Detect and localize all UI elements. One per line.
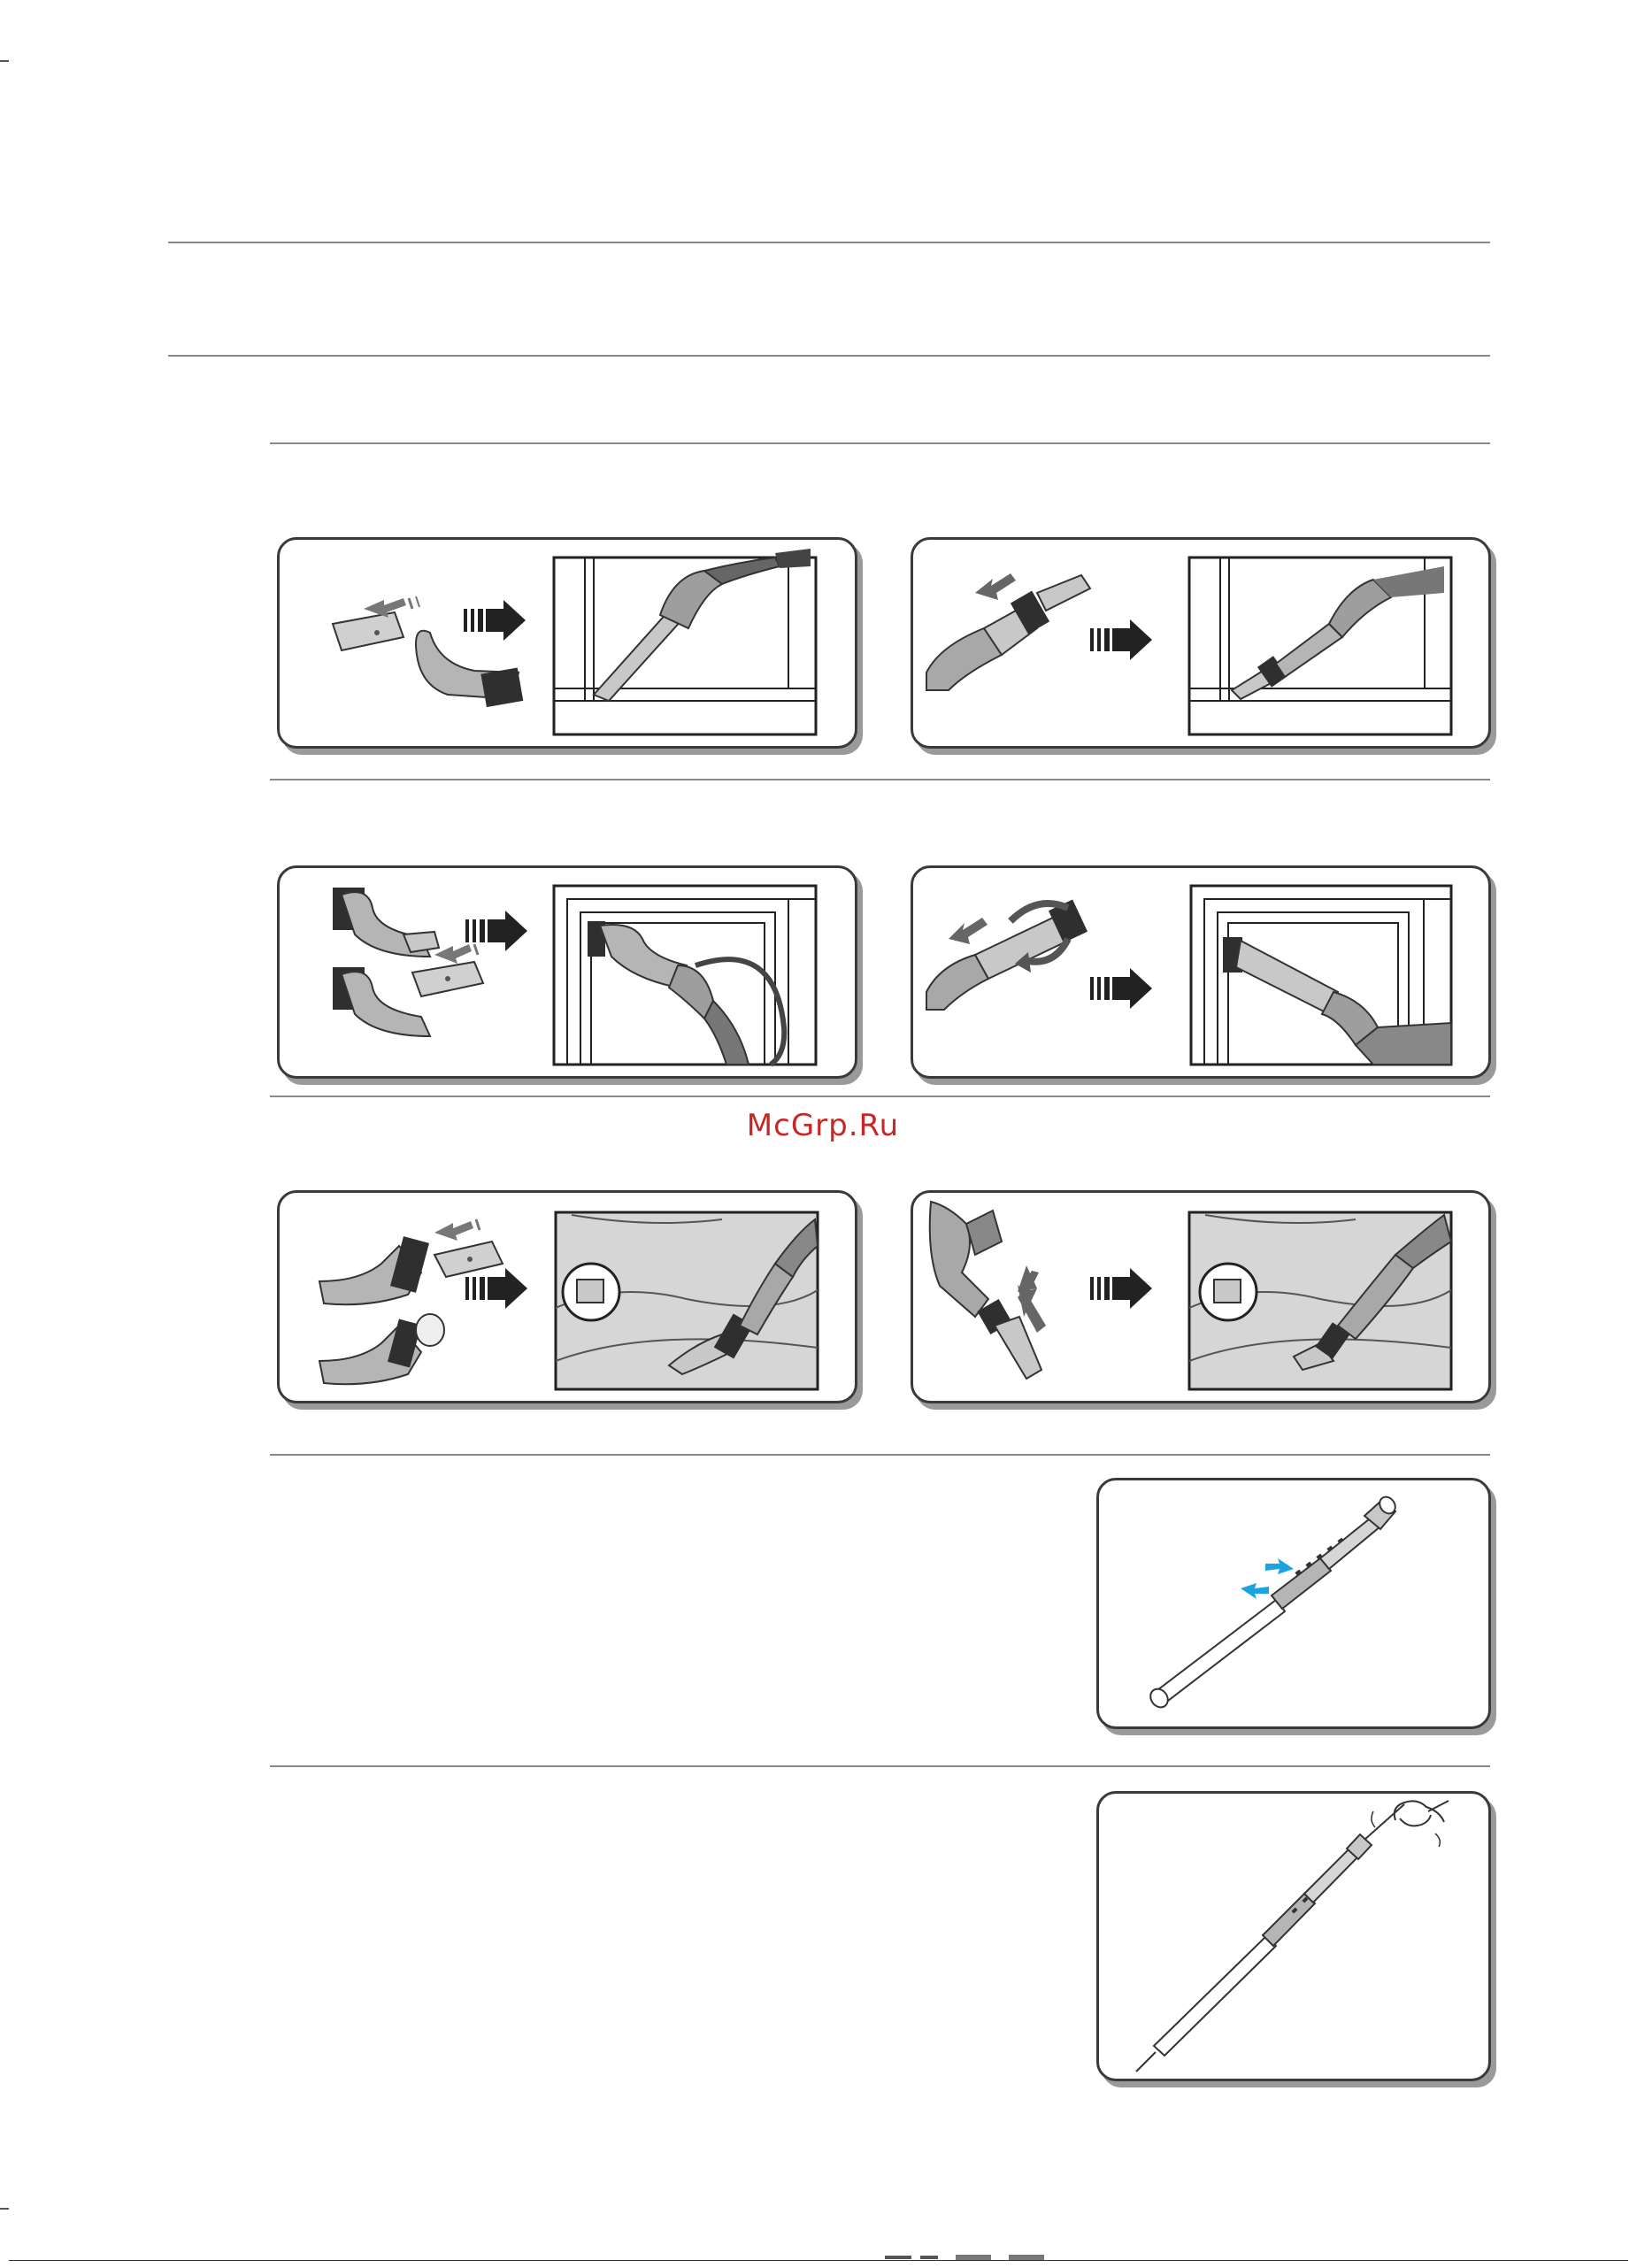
telescopic-pipe-illustration bbox=[1099, 1480, 1488, 1726]
footer-rule bbox=[9, 2260, 1628, 2261]
bold-arrow-icon bbox=[1090, 1268, 1152, 1309]
crevice-hose-illustration bbox=[913, 540, 1488, 746]
telescopic-pipe-icon bbox=[1154, 1834, 1372, 2056]
sofa-icon bbox=[1189, 1212, 1451, 1389]
illustration-panel-brush-rotate bbox=[911, 865, 1491, 1079]
brush-attach-illustration bbox=[280, 868, 855, 1076]
illustration-panel-brush-attach bbox=[277, 865, 857, 1079]
pipe-cleaning-illustration bbox=[1099, 1794, 1488, 2079]
section-rule-top bbox=[168, 242, 1490, 243]
section-rule-title-bottom bbox=[168, 355, 1490, 357]
bold-arrow-icon bbox=[464, 600, 526, 641]
illustration-panel-sofa-hose bbox=[911, 1190, 1491, 1403]
subsection-rule-3 bbox=[270, 1096, 1490, 1097]
bold-arrow-icon bbox=[1090, 619, 1152, 660]
hose-handle-icon bbox=[930, 1202, 1002, 1317]
upholstery-tool-icon-2 bbox=[319, 1314, 444, 1384]
hose-handle-icon bbox=[926, 900, 1087, 1010]
upholstery-tool-icon bbox=[319, 1236, 429, 1304]
small-arrow-icon bbox=[975, 573, 1016, 600]
sofa-hose-illustration bbox=[913, 1193, 1488, 1401]
crop-mark-top-left bbox=[0, 60, 9, 62]
sofa-brush-attach-illustration bbox=[280, 1193, 855, 1401]
small-arrow-icon bbox=[434, 944, 478, 964]
crevice-tool-icon bbox=[412, 962, 483, 996]
small-arrow-icon bbox=[434, 1219, 480, 1241]
illustration-panel-sofa-brush-attach bbox=[277, 1190, 857, 1403]
window-frame-icon bbox=[1189, 557, 1451, 734]
illustration-panel-crevice-hose bbox=[911, 537, 1491, 749]
illustration-panel-pipe-cleaning bbox=[1096, 1791, 1491, 2081]
dusting-brush-icon bbox=[333, 888, 439, 957]
subsection-rule-2 bbox=[270, 779, 1490, 780]
illustration-panel-telescopic-pipe bbox=[1096, 1478, 1491, 1729]
crevice-tool-icon bbox=[333, 612, 403, 650]
footer-registration-marks bbox=[885, 2253, 1115, 2262]
bold-arrow-icon bbox=[465, 1268, 527, 1309]
small-arrow-icon bbox=[949, 918, 988, 944]
subsection-rule-4 bbox=[270, 1454, 1490, 1456]
window-frame-icon bbox=[1191, 886, 1451, 1065]
subsection-rule-1 bbox=[270, 442, 1490, 444]
crop-mark-bottom-left bbox=[0, 2208, 9, 2210]
illustration-panel-crevice-attach bbox=[277, 537, 857, 749]
crevice-tool-icon bbox=[434, 1242, 503, 1277]
brush-rotate-illustration bbox=[913, 868, 1488, 1076]
dusting-brush-icon bbox=[416, 631, 523, 707]
subsection-rule-5 bbox=[270, 1765, 1490, 1767]
bold-arrow-icon bbox=[1090, 968, 1152, 1009]
telescopic-pipe-icon bbox=[1147, 1494, 1398, 1711]
watermark: McGrp.Ru bbox=[746, 1108, 900, 1143]
crevice-attach-illustration bbox=[280, 540, 855, 746]
